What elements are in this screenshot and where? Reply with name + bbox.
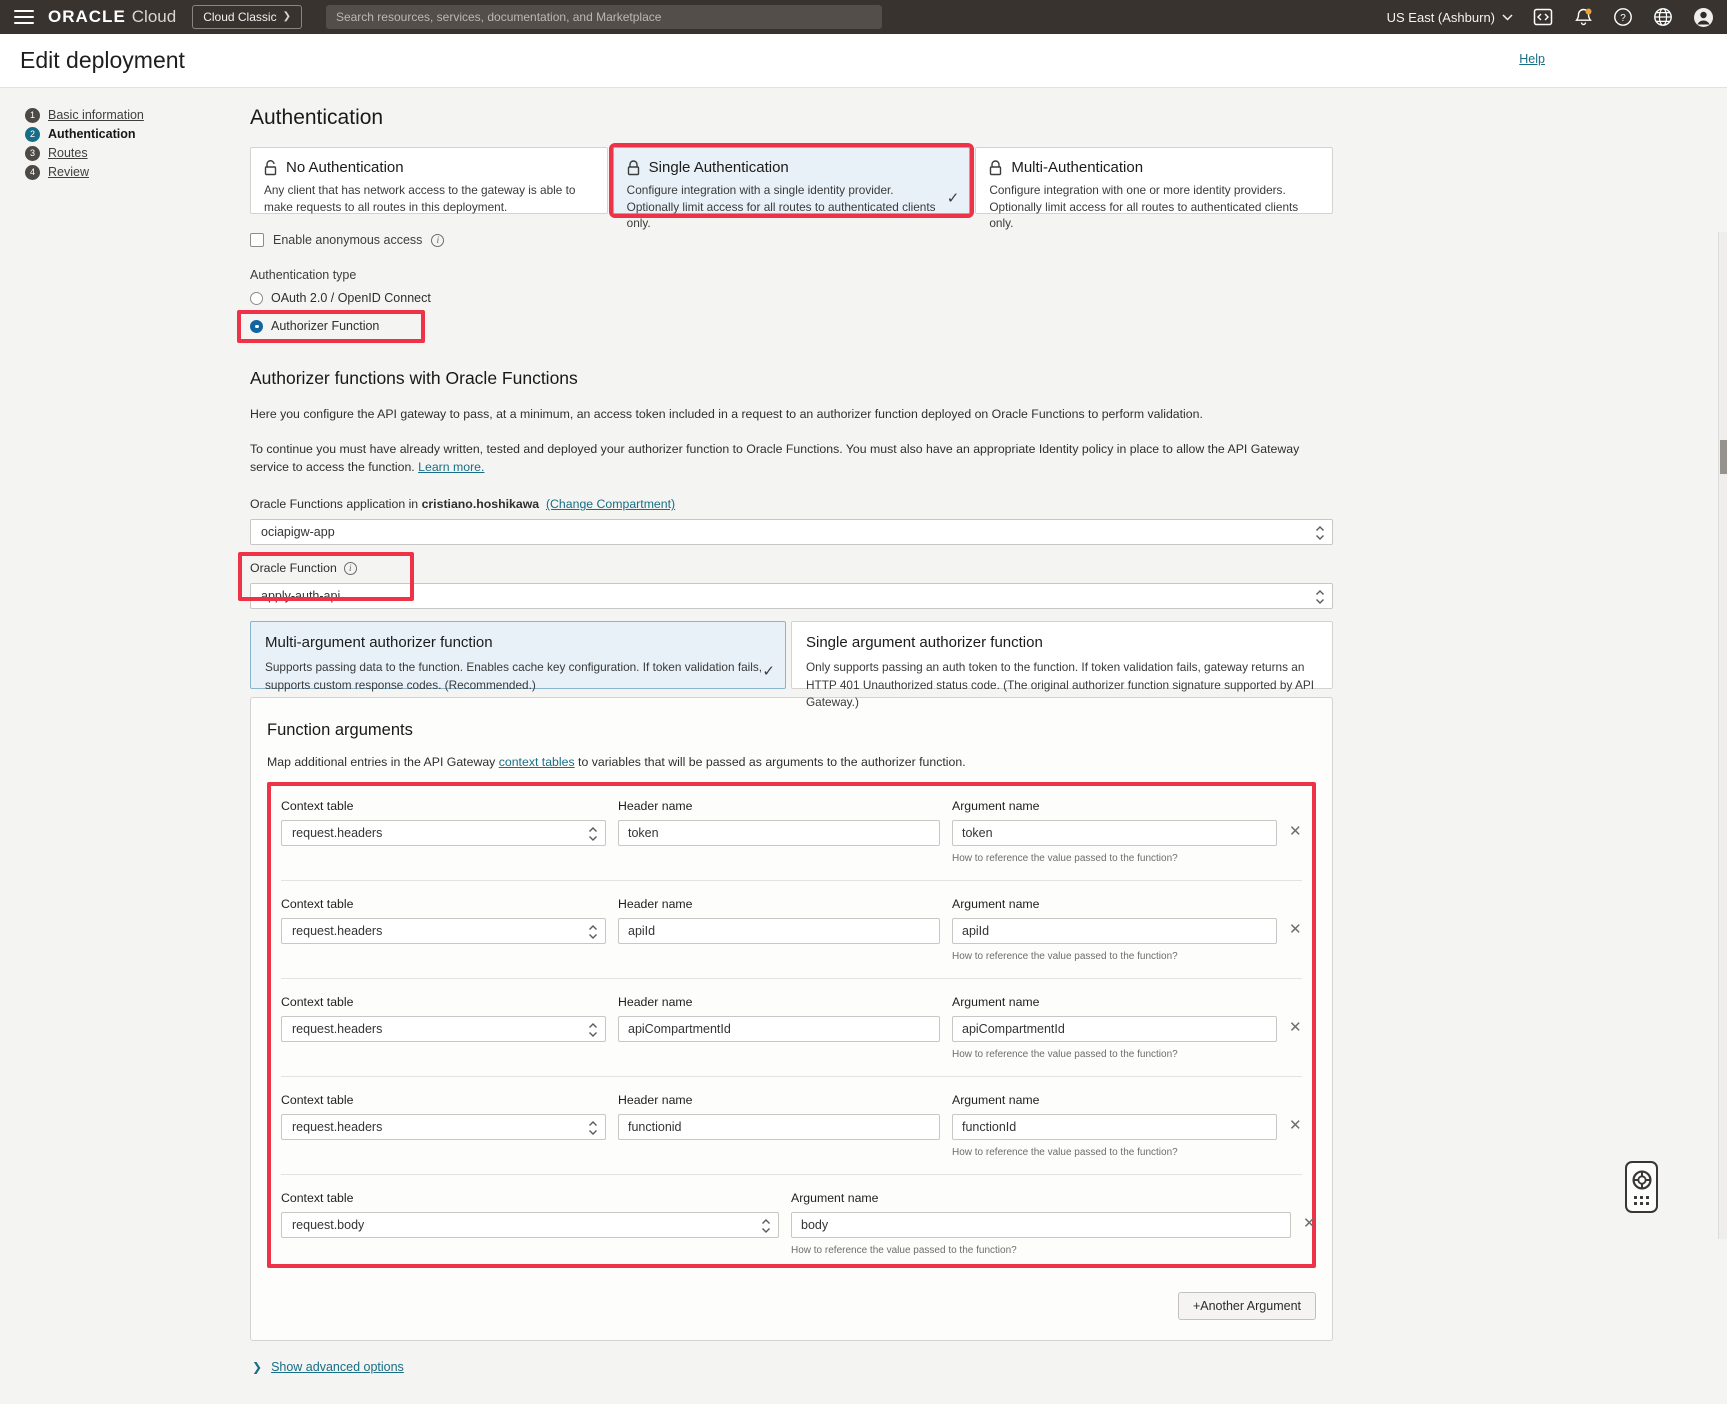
hamburger-menu-icon[interactable] (14, 10, 34, 24)
select-stepper-icon (588, 1120, 598, 1136)
select-stepper-icon (588, 924, 598, 940)
context-table-label: Context table (281, 995, 354, 1010)
select-stepper-icon (588, 826, 598, 842)
step-authentication[interactable] (25, 127, 235, 141)
authorizer-paragraph-2 (250, 441, 1333, 477)
help-question-icon[interactable] (1613, 7, 1633, 27)
scrollbar-thumb[interactable] (1720, 440, 1727, 474)
selected-check-icon: ✓ (946, 190, 960, 207)
notifications-bell-icon[interactable] (1573, 7, 1593, 27)
context-table-select[interactable] (281, 1016, 606, 1042)
oracle-cloud-logo[interactable] (48, 7, 176, 27)
life-ring-icon (1631, 1169, 1653, 1191)
card-description: Configure integration with a single identity provider. Optionally limit access for all routes to authenticated clients only. (626, 183, 936, 231)
header-name-input[interactable] (618, 820, 940, 846)
step-label[interactable]: Review (48, 165, 89, 179)
argument-row (281, 893, 1302, 964)
info-icon[interactable]: i (344, 562, 357, 575)
intro-suffix: to variables that will be passed as arguments to the authorizer function. (574, 755, 966, 770)
region-selector[interactable] (1387, 10, 1513, 25)
anonymous-access-checkbox[interactable] (250, 233, 264, 247)
argument-helper-text: How to reference the value passed to the function? (952, 1049, 1178, 1061)
card-single-argument[interactable] (791, 621, 1333, 709)
topbar-right (1387, 7, 1713, 27)
context-table-value: request.headers (292, 1022, 383, 1037)
arguments-annotation-box (267, 782, 1316, 1268)
argument-helper-text: How to reference the value passed to the function? (952, 951, 1178, 963)
context-table-label: Context table (281, 799, 354, 814)
functions-app-select[interactable] (250, 519, 1333, 545)
card-description: Any client that has network access to the gateway is able to make requests to all routes in this deployment. (264, 183, 576, 214)
card-title: Single argument authorizer function (806, 634, 1043, 652)
oracle-function-select[interactable] (250, 583, 1333, 609)
argument-name-label: Argument name (952, 995, 1040, 1010)
row-divider (281, 1174, 1302, 1175)
step-review[interactable] (25, 165, 235, 179)
change-compartment-link[interactable]: (Change Compartment) (545, 497, 676, 512)
argument-name-label: Argument name (791, 1191, 879, 1206)
context-table-value: request.body (292, 1218, 365, 1233)
remove-argument-icon[interactable]: ✕ (1289, 823, 1302, 841)
user-avatar-icon[interactable] (1693, 7, 1713, 27)
anonymous-access-row (250, 233, 1333, 247)
argument-name-input[interactable] (952, 1016, 1277, 1042)
remove-argument-icon[interactable]: ✕ (1303, 1215, 1316, 1233)
row-divider (281, 880, 1302, 881)
show-advanced-options-link[interactable]: Show advanced options (271, 1360, 404, 1375)
argument-name-input[interactable] (952, 820, 1277, 846)
header-name-input[interactable] (618, 918, 940, 944)
select-stepper-icon (1315, 589, 1325, 605)
card-description: Only supports passing an auth token to the function. If token validation fails, gateway returns an HTTP 401 Unauthorized status code. (The original authorizer function signature supported by API Gateway.) (806, 660, 1314, 709)
header-name-input[interactable] (618, 1114, 940, 1140)
function-arguments-panel (250, 697, 1333, 1341)
argument-helper-text: How to reference the value passed to the function? (952, 1147, 1178, 1159)
step-label: Authentication (48, 127, 136, 141)
functions-app-label (250, 497, 1333, 511)
page-header (0, 34, 1727, 88)
select-stepper-icon (761, 1218, 771, 1234)
header-name-label: Header name (618, 897, 693, 912)
card-description: Supports passing data to the function. Enables cache key configuration. If token validation fails, supports custom response codes. (Recommended.) (265, 660, 763, 692)
anonymous-access-label: Enable anonymous access (273, 233, 423, 247)
card-title: No Authentication (286, 159, 404, 176)
select-stepper-icon (588, 1022, 598, 1038)
step-number: 2 (25, 127, 40, 142)
functions-app-value: ociapigw-app (261, 525, 335, 540)
authorizer-mode-cards (250, 621, 1333, 709)
vertical-scrollbar[interactable] (1718, 232, 1727, 1239)
main-panel (250, 106, 1333, 1404)
radio-oauth-row[interactable] (250, 291, 1333, 305)
svg-text:?: ? (1620, 13, 1626, 24)
header-name-label: Header name (618, 799, 693, 814)
function-arguments-title: Function arguments (267, 721, 413, 740)
argument-name-input[interactable] (952, 918, 1277, 944)
argument-name-label: Argument name (952, 897, 1040, 912)
authentication-section-title: Authentication (250, 106, 384, 129)
chevron-down-icon (1502, 14, 1513, 21)
authorizer-paragraph-1: Here you configure the API gateway to pass, at a minimum, an access token included in a request to an authorizer function deployed on Oracle Functions to perform validation. (250, 407, 1203, 421)
advanced-options-row (250, 1360, 1333, 1374)
argument-helper-text: How to reference the value passed to the function? (791, 1245, 1017, 1257)
argument-row (281, 1089, 1302, 1160)
cloud-classic-label: Cloud Classic (203, 10, 277, 24)
content (0, 88, 1727, 1404)
argument-row (281, 1187, 1316, 1258)
context-table-value: request.headers (292, 1120, 383, 1135)
header-name-label: Header name (618, 995, 693, 1010)
header-name-label: Header name (618, 1093, 693, 1108)
step-number: 1 (25, 108, 40, 123)
oracle-function-value: apply-auth-api (261, 589, 341, 604)
card-multi-authentication[interactable] (975, 147, 1333, 231)
card-title: Single Authentication (648, 159, 789, 176)
radio-authorizer-annotation (237, 310, 425, 343)
context-table-value: request.headers (292, 826, 383, 841)
context-table-select[interactable] (281, 918, 606, 944)
context-table-select[interactable] (281, 1212, 779, 1238)
context-table-value: request.headers (292, 924, 383, 939)
radio-oauth[interactable] (250, 292, 263, 305)
card-multi-argument[interactable] (250, 621, 786, 692)
context-tables-link[interactable]: context tables (498, 755, 575, 770)
argument-name-input[interactable] (791, 1212, 1291, 1238)
brand-cloud: Cloud (131, 7, 177, 26)
auth-type-cards (250, 147, 1333, 231)
lock-closed-icon (627, 160, 640, 176)
paragraph-text: To continue you must have already written, tested and deployed your authorizer function to Oracle Functions. You must also have an appropriate Identity policy in place to allow the API Gateway service to access the function. (250, 441, 1300, 474)
step-number: 3 (25, 146, 40, 161)
context-table-select[interactable] (281, 1114, 606, 1140)
authorizer-section-title: Authorizer functions with Oracle Functions (250, 368, 578, 388)
authentication-type-label: Authentication type (250, 268, 357, 282)
chevron-right-icon: ❯ (282, 11, 291, 22)
page-title: Edit deployment (20, 47, 185, 73)
remove-argument-icon[interactable]: ✕ (1289, 1019, 1302, 1037)
help-link[interactable]: Help (1519, 52, 1545, 66)
card-single-authentication[interactable] (613, 147, 971, 231)
context-table-label: Context table (281, 1093, 354, 1108)
step-number: 4 (25, 165, 40, 180)
brand-oracle: ORACLE (48, 7, 126, 26)
card-title: Multi-argument authorizer function (265, 634, 493, 652)
header-name-input[interactable] (618, 1016, 940, 1042)
oracle-function-field (250, 561, 1333, 609)
step-basic-information[interactable] (25, 108, 235, 122)
intro-prefix: Map additional entries in the API Gateway (267, 755, 499, 770)
search-input[interactable] (326, 5, 882, 29)
global-search (326, 5, 882, 29)
selected-check-icon: ✓ (762, 663, 775, 681)
topbar (0, 0, 1727, 34)
radio-oauth-label: OAuth 2.0 / OpenID Connect (271, 291, 431, 305)
globe-language-icon[interactable] (1653, 7, 1673, 27)
argument-helper-text: How to reference the value passed to the function? (952, 853, 1178, 865)
lock-closed-icon (989, 160, 1002, 176)
remove-argument-icon[interactable]: ✕ (1289, 1117, 1302, 1135)
argument-row (281, 991, 1302, 1062)
step-label[interactable]: Basic information (48, 108, 144, 122)
dev-console-icon[interactable] (1533, 7, 1553, 27)
row-divider (281, 978, 1302, 979)
context-table-select[interactable] (281, 820, 606, 846)
cloud-classic-button[interactable] (192, 5, 302, 29)
card-description: Configure integration with one or more identity providers. Optionally limit access for all routes to authenticated clients only. (989, 183, 1299, 231)
app-label-prefix: Oracle Functions application in (250, 497, 422, 512)
radio-authorizer-function[interactable] (250, 320, 263, 333)
remove-argument-icon[interactable]: ✕ (1289, 921, 1302, 939)
chevron-right-icon: ❯ (252, 1360, 263, 1375)
context-table-label: Context table (281, 1191, 354, 1206)
card-title: Multi-Authentication (1011, 159, 1144, 176)
wizard-steps (25, 108, 235, 184)
argument-name-label: Argument name (952, 799, 1040, 814)
row-divider (281, 1076, 1302, 1077)
learn-more-link[interactable]: Learn more. (418, 459, 485, 474)
context-table-label: Context table (281, 897, 354, 912)
oracle-function-label: Oracle Function (250, 561, 337, 576)
step-label[interactable]: Routes (48, 146, 88, 160)
select-stepper-icon (1315, 525, 1325, 541)
step-routes[interactable] (25, 146, 235, 160)
compartment-name: cristiano.hoshikawa (421, 497, 540, 512)
lock-open-icon (264, 160, 277, 176)
info-icon[interactable]: i (431, 234, 444, 247)
argument-row (281, 795, 1302, 866)
function-arguments-intro (267, 755, 1316, 769)
card-no-authentication[interactable] (250, 147, 608, 214)
widget-dots-icon (1634, 1196, 1650, 1206)
argument-name-input[interactable] (952, 1114, 1277, 1140)
another-argument-button[interactable]: +Another Argument (1178, 1292, 1316, 1320)
region-label: US East (Ashburn) (1386, 9, 1495, 25)
argument-name-label: Argument name (952, 1093, 1040, 1108)
radio-authorizer-label: Authorizer Function (271, 319, 380, 333)
support-widget[interactable] (1625, 1161, 1658, 1213)
